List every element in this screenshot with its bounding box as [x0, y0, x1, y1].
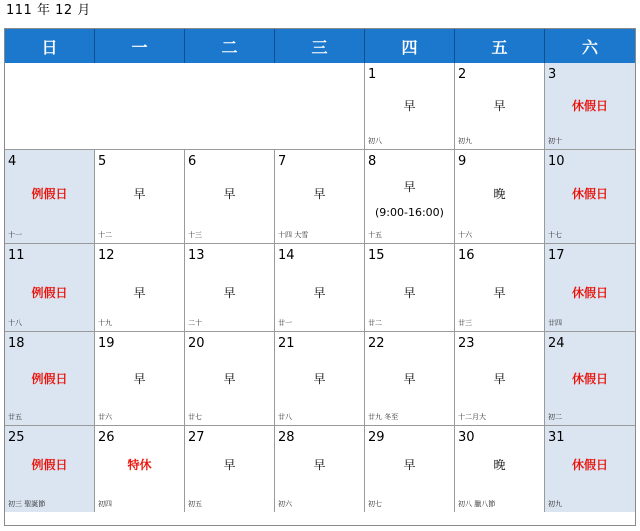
day-cell[interactable]	[5, 331, 95, 425]
lunar-date: 初十	[548, 137, 562, 145]
day-cell[interactable]	[455, 63, 545, 149]
day-cell[interactable]	[95, 331, 185, 425]
shift-label: 早	[313, 187, 326, 201]
lunar-date: 十二	[98, 231, 112, 239]
empty-day-cell	[95, 63, 185, 149]
day-cell[interactable]	[5, 149, 95, 243]
day-grid	[5, 63, 635, 525]
day-number: 30	[458, 430, 475, 445]
day-cell[interactable]	[365, 63, 455, 149]
day-number: 27	[188, 430, 205, 445]
day-cell[interactable]	[365, 243, 455, 331]
day-number: 10	[548, 154, 565, 169]
weekday-wed: 三	[275, 29, 365, 63]
day-number: 21	[278, 336, 295, 351]
day-cell[interactable]	[365, 149, 455, 243]
lunar-date: 初七	[368, 500, 382, 508]
lunar-date: 廿一	[278, 319, 292, 327]
shift-label: 早	[133, 372, 146, 386]
day-number: 9	[458, 154, 467, 169]
day-cell[interactable]	[455, 149, 545, 243]
holiday-label: 特休	[127, 458, 152, 472]
shift-label: 早	[403, 286, 416, 300]
shift-label: 晚	[493, 187, 506, 201]
lunar-date: 廿六	[98, 413, 112, 421]
day-number: 18	[8, 336, 25, 351]
shift-label: 早	[223, 372, 236, 386]
day-number: 15	[368, 248, 385, 263]
holiday-label: 例假日	[31, 286, 68, 300]
day-cell[interactable]	[95, 425, 185, 512]
lunar-date: 廿七	[188, 413, 202, 421]
day-number: 6	[188, 154, 197, 169]
lunar-date: 十八	[8, 319, 22, 327]
lunar-date: 初三 聖誕節	[8, 500, 46, 508]
day-cell[interactable]	[365, 331, 455, 425]
lunar-date: 廿三	[458, 319, 472, 327]
lunar-date: 廿八	[278, 413, 292, 421]
day-cell[interactable]	[5, 243, 95, 331]
day-number: 29	[368, 430, 385, 445]
day-number: 12	[98, 248, 115, 263]
lunar-date: 初九	[458, 137, 472, 145]
holiday-label: 休假日	[571, 286, 608, 300]
empty-day-cell	[275, 63, 365, 149]
shift-label: 早	[133, 187, 146, 201]
lunar-date: 十二月大	[458, 413, 486, 421]
day-cell[interactable]	[455, 243, 545, 331]
weekday-sat: 六	[581, 37, 598, 57]
lunar-date: 廿二	[368, 319, 382, 327]
day-number: 25	[8, 430, 25, 445]
empty-day-cell	[5, 63, 95, 149]
day-cell[interactable]	[455, 425, 545, 512]
lunar-date: 十三	[188, 231, 202, 239]
day-cell[interactable]	[275, 149, 365, 243]
day-cell[interactable]	[185, 425, 275, 512]
calendar-title: 111 年 12 月	[6, 3, 91, 18]
day-cell[interactable]	[545, 425, 635, 512]
shift-label: 早	[403, 458, 416, 472]
day-number: 13	[188, 248, 205, 263]
weekday-mon: 一	[95, 29, 185, 63]
holiday-label: 休假日	[571, 187, 608, 201]
weekday-header	[5, 29, 635, 63]
day-cell[interactable]	[5, 425, 95, 512]
day-cell[interactable]	[545, 243, 635, 331]
day-number: 26	[98, 430, 115, 445]
day-cell[interactable]	[95, 149, 185, 243]
day-number: 14	[278, 248, 295, 263]
day-number: 19	[98, 336, 115, 351]
day-cell[interactable]	[185, 331, 275, 425]
holiday-label: 休假日	[571, 99, 608, 113]
day-cell[interactable]	[455, 331, 545, 425]
shift-label: 早	[403, 99, 416, 113]
day-number: 22	[368, 336, 385, 351]
shift-label: 早	[223, 187, 236, 201]
holiday-label: 例假日	[31, 187, 68, 201]
day-number: 2	[458, 67, 467, 82]
day-cell[interactable]	[365, 425, 455, 512]
lunar-date: 廿四	[548, 319, 562, 327]
day-number: 5	[98, 154, 107, 169]
day-number: 3	[548, 67, 557, 82]
weekday-sun: 日	[5, 29, 95, 63]
day-cell[interactable]	[95, 243, 185, 331]
day-number: 24	[548, 336, 565, 351]
day-number: 7	[278, 154, 287, 169]
weekday-tue: 二	[185, 29, 275, 63]
lunar-date: 初五	[188, 500, 202, 508]
shift-label: 早	[313, 286, 326, 300]
lunar-date: 初二	[548, 413, 562, 421]
shift-label: 早	[223, 458, 236, 472]
holiday-label: 例假日	[31, 372, 68, 386]
day-cell[interactable]	[275, 425, 365, 512]
shift-label: 早	[403, 180, 416, 194]
day-cell[interactable]	[275, 243, 365, 331]
day-cell[interactable]	[545, 149, 635, 243]
lunar-date: 二十	[188, 319, 202, 327]
weekday-thu: 四	[365, 29, 455, 63]
shift-label: 早	[493, 99, 506, 113]
day-cell[interactable]	[545, 331, 635, 425]
holiday-label: 休假日	[571, 458, 608, 472]
lunar-date: 初八	[368, 137, 382, 145]
shift-label: 早	[493, 372, 506, 386]
shift-label: 早	[403, 372, 416, 386]
lunar-date: 十四 大雪	[278, 231, 309, 239]
holiday-label: 休假日	[571, 372, 608, 386]
shift-label: 晚	[493, 458, 506, 472]
lunar-date: 廿九 冬至	[368, 413, 399, 421]
shift-label: 早	[313, 458, 326, 472]
day-number: 28	[278, 430, 295, 445]
shift-hours-note: (9:00-16:00)	[375, 206, 444, 219]
day-number: 4	[8, 154, 17, 169]
shift-label: 早	[493, 286, 506, 300]
shift-label: 早	[133, 286, 146, 300]
lunar-date: 十七	[548, 231, 562, 239]
lunar-date: 十一	[8, 231, 22, 239]
day-number: 17	[548, 248, 565, 263]
holiday-label: 例假日	[31, 458, 68, 472]
day-number: 8	[368, 154, 377, 169]
shift-label: 早	[313, 372, 326, 386]
day-number: 20	[188, 336, 205, 351]
day-cell[interactable]	[275, 331, 365, 425]
lunar-date: 十五	[368, 231, 382, 239]
day-number: 11	[8, 248, 25, 263]
lunar-date: 十九	[98, 319, 112, 327]
empty-day-cell	[185, 63, 275, 149]
lunar-date: 初四	[98, 500, 112, 508]
lunar-date: 初八 臘八節	[458, 500, 496, 508]
lunar-date: 初六	[278, 500, 292, 508]
weekday-fri: 五	[455, 29, 545, 63]
day-number: 23	[458, 336, 475, 351]
day-cell[interactable]	[185, 243, 275, 331]
day-cell[interactable]	[185, 149, 275, 243]
lunar-date: 廿五	[8, 413, 22, 421]
month-calendar	[4, 28, 636, 526]
lunar-date: 初九	[548, 500, 562, 508]
day-number: 31	[548, 430, 565, 445]
day-number: 1	[368, 67, 377, 82]
day-number: 16	[458, 248, 475, 263]
lunar-date: 十六	[458, 231, 472, 239]
shift-label: 早	[223, 286, 236, 300]
day-cell[interactable]	[545, 63, 635, 149]
